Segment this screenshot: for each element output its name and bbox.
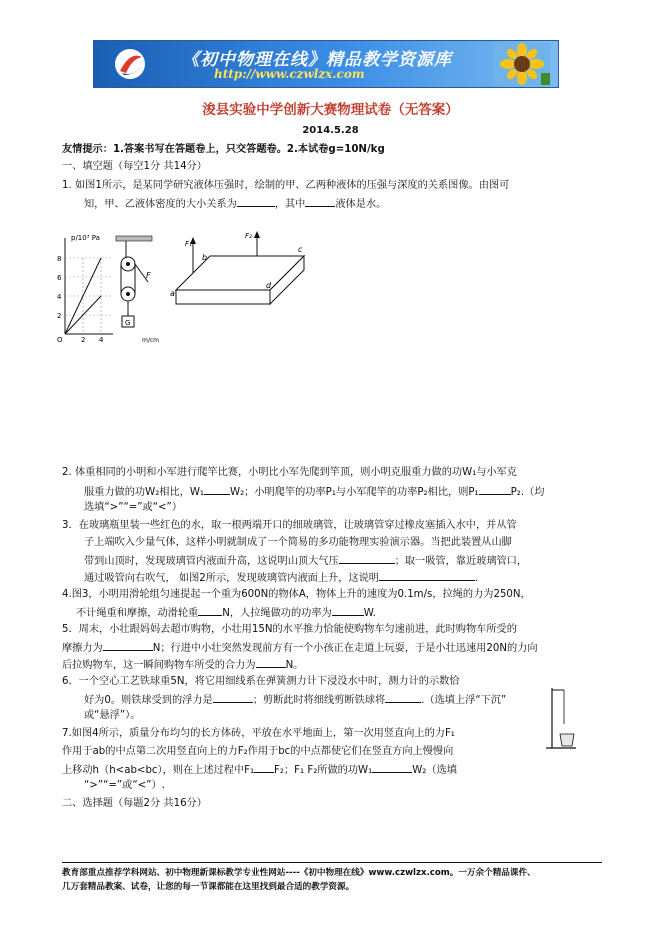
q3-line1: 3．在玻璃瓶里装一些红色的水，取一根两端开口的细玻璃管，让玻璃管穿过橡皮塞插入水中，并从管 <box>62 520 517 531</box>
q3-blank-2[interactable] <box>379 570 475 581</box>
q7-line2: 作用于ab的中点第二次用竖直向上的力F₂作用于bc的中点都使它们在竖直方向上慢慢向 <box>62 746 454 757</box>
q5-line1: 5．周末，小壮跟妈妈去超市购物，小壮用15N的水平推力恰能使购物车匀速前进，此时购物车所受的 <box>62 624 517 635</box>
f1-label: F₁ <box>185 240 192 248</box>
tip-text: 1.答案书写在答题卷上，只交答题卷。2.本试卷g=10N/kg <box>112 144 385 155</box>
q1-line1: 1. 如图1所示，是某同学研究液体压强时，绘制的甲、乙两种液体的压强与深度的关系图像。由图可 <box>62 180 510 191</box>
q1-blank-2[interactable] <box>305 196 335 207</box>
q6-text-a: 好为0。则铁球受到的浮力是 <box>84 695 213 706</box>
q5-blank-2[interactable] <box>256 657 286 668</box>
q7-line4: “>”“=”或“<”）. <box>84 780 165 791</box>
tip-line <box>62 143 385 156</box>
y-tick: 2 <box>57 312 62 320</box>
section2-heading: 二、选择题（每题2分 共16分） <box>62 798 207 809</box>
q6-blank-2[interactable] <box>385 692 421 703</box>
q4-line1: 4.图3，小明用滑轮组匀速提起一个重为600N的物体A，物体上升的速度为0.1m/s，拉绳的力为250N， <box>62 589 531 600</box>
x-tick: 2 <box>81 336 86 344</box>
origin-label: O <box>57 336 63 344</box>
q1-line2 <box>84 196 386 211</box>
q6-text-c: .（选填上浮“下沉” <box>421 695 507 706</box>
y-tick: 6 <box>57 274 62 282</box>
q1-text-b: ，其中 <box>274 199 306 210</box>
y-tick: 4 <box>57 293 62 301</box>
pulley-ceiling <box>116 236 152 241</box>
q4-line2 <box>76 605 376 620</box>
q7-line1: 7.如图4所示，质量分布均匀的长方体砖，平放在水平地面上，第一次用竖直向上的力F₁ <box>62 728 455 739</box>
q7-text-c: W₂（选填 <box>412 765 457 776</box>
header-banner <box>93 40 559 88</box>
q7-blank-2[interactable] <box>372 762 412 773</box>
q5-line2 <box>62 640 538 655</box>
q4-text-b: N，人拉绳做功的功率为 <box>222 608 332 619</box>
water-beaker <box>560 734 574 746</box>
q6-line3: 或“悬浮”）。 <box>84 710 141 721</box>
q2-text-c: P₂.（均 <box>510 487 545 498</box>
q6-line1: 6．一个空心工艺铁球重5N，将它用细线系在弹簧测力计下浸没水中时，测力计的示数恰 <box>62 676 460 687</box>
exam-date: 2014.5.28 <box>302 125 359 136</box>
q2-blank-2[interactable] <box>479 484 511 495</box>
q3-text-c: 通过吸管向右吹气， 如图2所示，发现玻璃管内液面上升，这说明 <box>84 573 379 584</box>
q2-line1: 2. 体重相同的小明和小军进行爬竿比赛，小明比小军先爬到竿顶，则小明克服重力做的功W₁与小军克 <box>62 467 517 478</box>
q6-blank-1[interactable] <box>213 692 253 703</box>
q5-text-a: 摩擦力为 <box>62 643 103 654</box>
figure4-brick <box>168 230 318 320</box>
corner-b: b <box>202 253 208 262</box>
f2-label: F₂ <box>245 232 252 240</box>
q1-text-c: 液体是水。 <box>335 199 387 210</box>
logo-icon <box>114 47 146 81</box>
q7-line3 <box>62 762 457 777</box>
page-title: 浚县实验中学创新大赛物理试卷（无答案） <box>202 102 459 118</box>
corner-a: a <box>170 289 175 298</box>
banner-url: http://www.czwlzx.com <box>214 67 365 81</box>
q4-blank-2[interactable] <box>332 605 364 616</box>
q3-text-a: 带到山顶时，发现玻璃管内液面升高，这说明山顶大气压 <box>84 556 339 567</box>
q4-blank-1[interactable] <box>198 605 222 616</box>
q5-text-c: 后拉购物车，这一瞬间购物车所受的合力为 <box>62 660 256 671</box>
unit-label: m/cm <box>142 337 160 344</box>
q3-text-b: ；取一吸管，靠近玻璃管口， <box>394 556 528 567</box>
q6-line2 <box>84 692 506 707</box>
q2-line3: 选填“>”“=”或“<”） <box>84 502 183 513</box>
footer-line1: 教育部重点推荐学科网站、初中物理新课标教学专业性网站----《初中物理在线》www.czwlzx.com。一万余个精品课件、 <box>62 868 536 878</box>
q2-text-b: W₂；小明爬竿的功率P₁与小军爬竿的功率P₂相比，则P₁ <box>230 487 479 498</box>
spring-scale-figure <box>540 684 580 756</box>
figure-pulley <box>112 234 160 344</box>
tip-label: 友情提示： <box>62 144 113 155</box>
q4-text-a: 不计绳重和摩擦，动滑轮重 <box>76 608 199 619</box>
q4-text-c: W. <box>363 608 376 619</box>
q2-text-a: 服重力做的功W₂相比，W₁ <box>84 487 205 498</box>
q5-text-b: N；行进中小壮突然发现前方有一个小孩正在走道上玩耍，于是小壮迅速用20N的力向 <box>152 643 538 654</box>
q3-line2: 子上端吹入少量气体，这样小明就制成了一个简易的多功能物理实验演示器。当把此装置从山脚 <box>84 537 512 548</box>
q3-blank-1[interactable] <box>339 553 395 564</box>
q3-line4 <box>84 570 478 585</box>
weight-label: G <box>125 319 131 327</box>
q2-blank-1[interactable] <box>204 484 230 495</box>
q1-text-a: 知，甲、乙液体密度的大小关系为 <box>84 199 237 210</box>
figure1-graph <box>55 230 117 342</box>
footer-line2: 几万套精品教案、试卷，让您的每一节课都能在这里找到最合适的教学资源。 <box>62 882 355 892</box>
footer-rule <box>62 862 602 863</box>
section1-heading: 一、填空题（每空1分 共14分） <box>62 161 207 172</box>
y-axis-label: p/10³ Pa <box>71 234 100 242</box>
q2-line2 <box>84 484 544 499</box>
force-label: F <box>146 271 151 280</box>
q7-text-a: 上移动h（h<ab<bc），则在上述过程中F₁ <box>62 765 255 776</box>
q3-text-d: . <box>474 573 479 584</box>
q6-text-b: ；剪断此时将细线剪断铁球将 <box>252 695 386 706</box>
banner-title: 《初中物理在线》精品教学资源库 <box>182 50 452 70</box>
q5-line3 <box>62 657 303 672</box>
q3-line3 <box>84 553 527 568</box>
sunflower-icon <box>494 43 550 85</box>
q1-blank-1[interactable] <box>237 196 275 207</box>
q5-text-d: N。 <box>285 660 304 671</box>
corner-d: d <box>266 281 272 290</box>
x-tick: 4 <box>99 336 104 344</box>
q7-text-b: F₂；F₁ F₂所做的功W₁ <box>274 765 373 776</box>
corner-c: c <box>298 245 303 254</box>
q5-blank-1[interactable] <box>103 640 153 651</box>
brick-front <box>176 290 270 304</box>
q7-blank-1[interactable] <box>254 762 274 773</box>
y-tick: 8 <box>57 255 62 263</box>
